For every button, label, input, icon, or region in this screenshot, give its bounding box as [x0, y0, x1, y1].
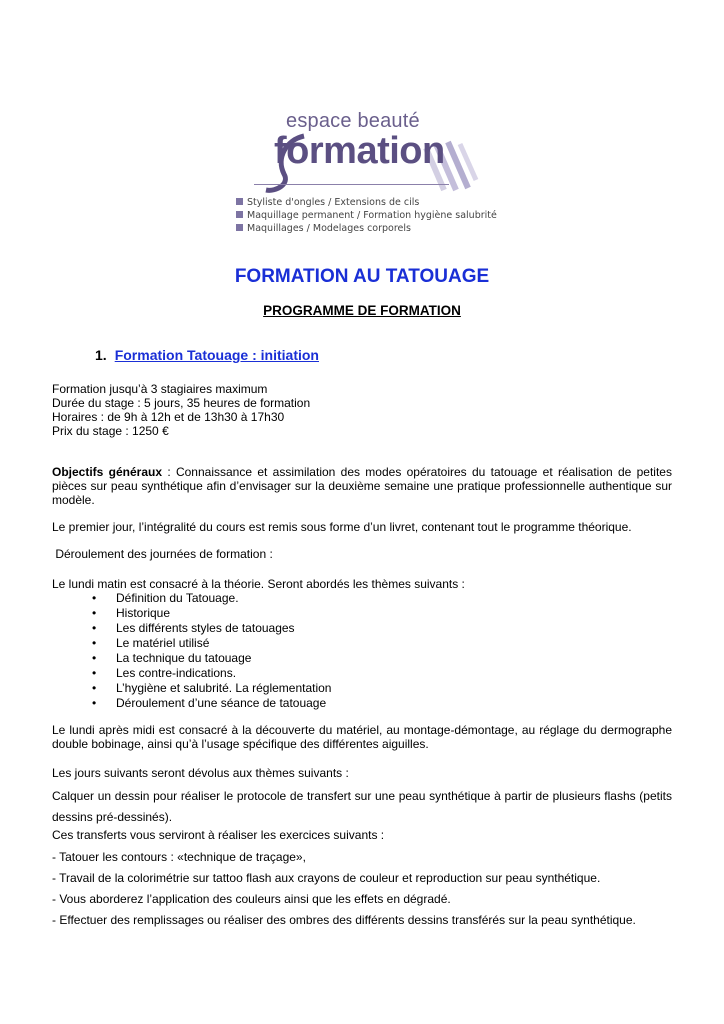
list-item: • Les différents styles de tatouages — [52, 621, 331, 636]
logo — [236, 110, 496, 238]
theory-topics-list — [52, 591, 331, 711]
list-item: • Historique — [52, 606, 331, 621]
section-title-link[interactable]: Formation Tatouage : initiation — [114, 347, 319, 363]
list-item: • La technique du tatouage — [52, 651, 331, 666]
exercise-item: - Vous aborderez l’application des couleurs ainsi que les effets en dégradé. — [52, 892, 451, 906]
exercise-item: - Travail de la colorimétrie sur tattoo flash aux crayons de couleur et reproduction sur peau synthétique. — [52, 871, 601, 885]
transferts-paragraph: Ces transferts vous serviront à réaliser les exercices suivants : — [52, 828, 385, 842]
calquer-paragraph: Calquer un dessin pour réaliser le protocole de transfert sur une peau synthétique à partir de plusieurs flashs (petits dessins pré-dessinés). — [52, 789, 672, 824]
objectifs-label: Objectifs généraux — [52, 465, 163, 479]
objectifs-text: : Connaissance et assimilation des modes opératoires du tatouage et réalisation de petites pièces sur peau synthétique afin d’envisager sur la deuxième semaine une pratique professionnelle authentique sur modèle. — [52, 465, 672, 507]
lundi-apres-midi-paragraph: Le lundi après midi est consacré à la découverte du matériel, au montage-démontage, au réglage du dermographe double bobinage, ainsi qu’à l’usage spécifique des différentes aiguilles. — [52, 723, 672, 751]
list-item: • Les contre-indications. — [52, 666, 331, 681]
logo-divider — [254, 184, 449, 185]
list-item: • Déroulement d’une séance de tatouage — [52, 696, 331, 711]
square-bullet-icon — [236, 211, 243, 218]
premier-jour-paragraph: Le premier jour, l’intégralité du cours est remis sous forme d’un livret, contenant tout le programme théorique. — [52, 520, 632, 534]
square-bullet-icon — [236, 198, 243, 205]
square-bullet-icon — [236, 224, 243, 231]
info-line-participants: Formation jusqu’à 3 stagiaires maximum — [52, 382, 268, 396]
info-line-hours: Horaires : de 9h à 12h et de 13h30 à 17h30 — [52, 410, 285, 424]
jours-suivants-paragraph: Les jours suivants seront dévolus aux thèmes suivants : — [52, 766, 349, 780]
logo-brand-top: espace beauté — [286, 110, 420, 132]
list-item: • Définition du Tatouage. — [52, 591, 331, 606]
list-item: • L’hygiène et salubrité. La réglementation — [52, 681, 331, 696]
logo-brand-main: formation — [274, 130, 445, 172]
exercise-item: - Tatouer les contours : «technique de traçage», — [52, 850, 306, 864]
exercise-item: - Effectuer des remplissages ou réaliser des ombres des différents dessins transférés sur la peau synthétique. — [52, 913, 636, 927]
logo-line-3: Maquillages / Modelages corporels — [236, 223, 411, 234]
page-subtitle: PROGRAMME DE FORMATION — [263, 303, 461, 318]
lundi-matin-paragraph: Le lundi matin est consacré à la théorie. Seront abordés les thèmes suivants : — [52, 577, 465, 591]
info-line-price: Prix du stage : 1250 € — [52, 424, 169, 438]
logo-line-1: Styliste d'ongles / Extensions de cils — [236, 197, 419, 208]
logo-line-2: Maquillage permanent / Formation hygiène salubrité — [236, 210, 497, 221]
objectifs-paragraph — [52, 465, 672, 507]
info-line-duration: Durée du stage : 5 jours, 35 heures de formation — [52, 396, 311, 410]
deroulement-paragraph: Déroulement des journées de formation : — [52, 547, 273, 561]
section-number: 1. — [95, 347, 107, 363]
section-heading — [95, 347, 319, 363]
page-title: FORMATION AU TATOUAGE — [234, 266, 490, 287]
list-item: • Le matériel utilisé — [52, 636, 331, 651]
